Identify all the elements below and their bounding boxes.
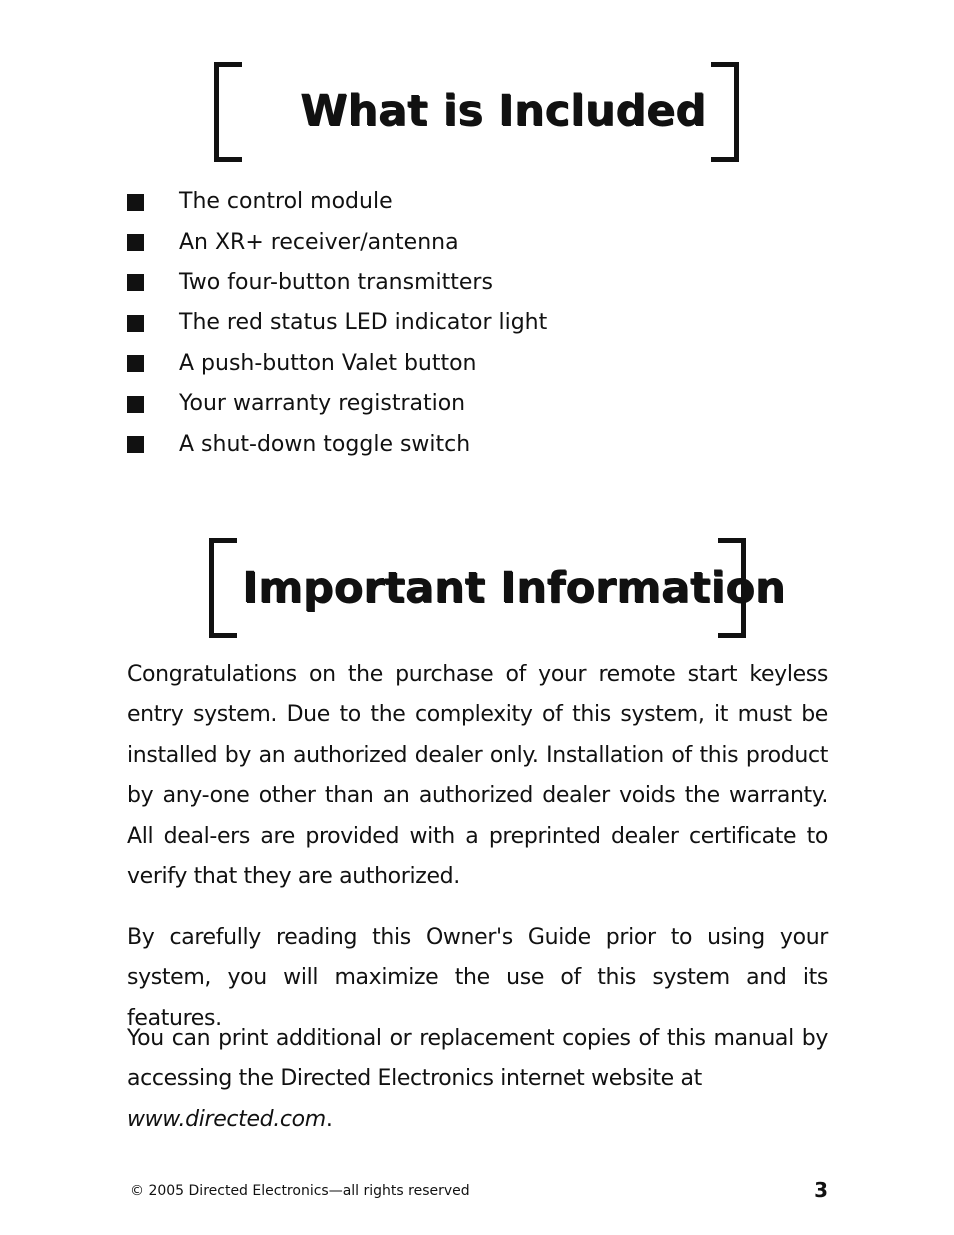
list-item: An XR+ receiver/antenna bbox=[127, 222, 547, 262]
list-item: The control module bbox=[127, 182, 547, 222]
square-bullet-icon bbox=[127, 436, 144, 453]
section-title-important: Important Information bbox=[242, 563, 786, 613]
paragraph-print-copies bbox=[127, 1019, 828, 1140]
square-bullet-icon bbox=[127, 274, 144, 291]
list-item: Your warranty registration bbox=[127, 384, 547, 424]
paragraph-congratulations: Congratulations on the purchase of your remote start keyless entry system. Due to the complexity of this system, it must be installed by an authorized dealer only. Installation of this product by any-one other than an authorized dealer voids the warranty. All deal-ers are provided with a preprinted dealer certificate to verify that they are authorized. bbox=[127, 662, 828, 890]
square-bullet-icon bbox=[127, 234, 144, 251]
square-bullet-icon bbox=[127, 396, 144, 413]
website-link[interactable]: www.directed.com bbox=[127, 1106, 326, 1132]
paragraph-print-copies-text: You can print additional or replacement copies of this manual by accessing the Directed Electronics internet website at bbox=[127, 1026, 828, 1092]
paragraph-reading-guide: By carefully reading this Owner's Guide prior to using your system, you will maximize the use of this system and its features. bbox=[127, 925, 828, 1031]
list-item: A push-button Valet button bbox=[127, 344, 547, 384]
square-bullet-icon bbox=[127, 194, 144, 211]
list-item: Two four-button transmitters bbox=[127, 263, 547, 303]
bracket-left-important bbox=[209, 538, 237, 638]
square-bullet-icon bbox=[127, 355, 144, 372]
paragraph-print-copies-end: . bbox=[325, 1106, 333, 1132]
included-items-list bbox=[127, 182, 547, 465]
list-item: A shut-down toggle switch bbox=[127, 424, 547, 464]
bracket-right-included bbox=[711, 62, 739, 162]
page-number: 3 bbox=[814, 1178, 828, 1202]
footer-copyright: © 2005 Directed Electronics—all rights reserved bbox=[130, 1183, 470, 1199]
section-title-included: What is Included bbox=[300, 86, 707, 136]
square-bullet-icon bbox=[127, 315, 144, 332]
list-item: The red status LED indicator light bbox=[127, 303, 547, 343]
bracket-left-included bbox=[214, 62, 242, 162]
